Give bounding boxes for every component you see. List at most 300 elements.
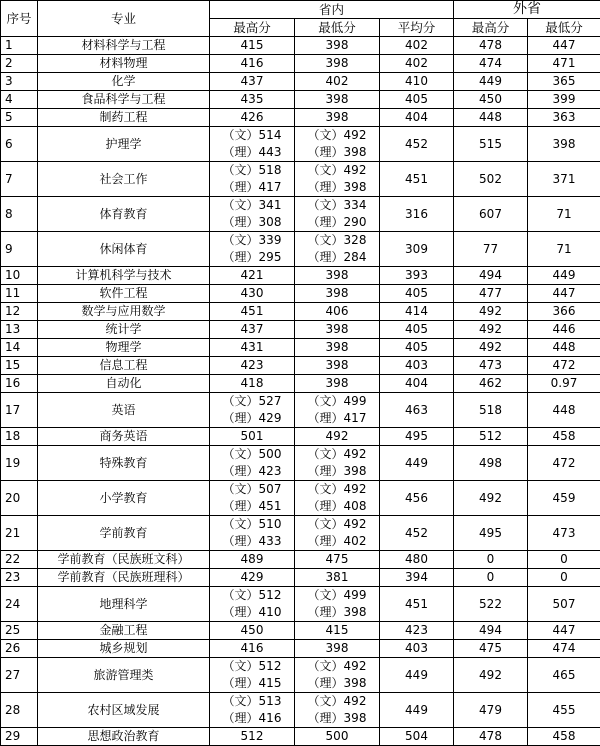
table-body <box>1 37 600 746</box>
cell-major: 思想政治教育 <box>38 728 210 746</box>
cell-in-max-line: （文）500 <box>210 446 294 463</box>
cell-in-max <box>210 622 295 640</box>
cell-in-max-line: 416 <box>210 55 294 72</box>
header-seq: 序号 <box>1 1 38 37</box>
cell-major: 信息工程 <box>38 357 210 375</box>
table-row <box>1 357 600 375</box>
cell-seq: 29 <box>1 728 38 746</box>
cell-seq: 14 <box>1 339 38 357</box>
header-out-province: 外省 <box>454 1 600 19</box>
cell-in-min <box>295 481 380 516</box>
cell-out-max: 492 <box>454 481 528 516</box>
cell-in-min-line: （理）398 <box>295 463 379 480</box>
cell-avg: 449 <box>380 693 454 728</box>
cell-avg: 451 <box>380 587 454 622</box>
cell-in-min-line: （理）417 <box>295 410 379 427</box>
cell-major: 商务英语 <box>38 428 210 446</box>
cell-in-max-line: 421 <box>210 267 294 284</box>
cell-in-min-line: （文）492 <box>295 127 379 144</box>
cell-major: 学前教育 <box>38 516 210 551</box>
cell-in-min-line: （理）408 <box>295 498 379 515</box>
cell-in-max-line: （理）443 <box>210 144 294 161</box>
cell-in-min <box>295 357 380 375</box>
cell-in-max <box>210 91 295 109</box>
cell-in-min-line: 398 <box>295 91 379 108</box>
cell-in-max-line: （文）339 <box>210 232 294 249</box>
cell-out-min: 447 <box>528 285 600 303</box>
cell-out-max: 479 <box>454 693 528 728</box>
cell-in-max-line: 451 <box>210 303 294 320</box>
cell-out-max: 474 <box>454 55 528 73</box>
cell-out-max: 495 <box>454 516 528 551</box>
cell-out-max: 492 <box>454 658 528 693</box>
table-row <box>1 693 600 728</box>
cell-in-min <box>295 428 380 446</box>
cell-in-min <box>295 127 380 162</box>
cell-in-min <box>295 393 380 428</box>
cell-in-min-line: （文）492 <box>295 658 379 675</box>
cell-avg: 405 <box>380 91 454 109</box>
cell-in-max <box>210 73 295 91</box>
cell-avg: 405 <box>380 321 454 339</box>
cell-in-min <box>295 569 380 587</box>
cell-in-min <box>295 339 380 357</box>
cell-major: 护理学 <box>38 127 210 162</box>
cell-in-min-line: （文）492 <box>295 162 379 179</box>
table-row <box>1 73 600 91</box>
cell-seq: 16 <box>1 375 38 393</box>
cell-avg: 403 <box>380 357 454 375</box>
cell-in-max <box>210 693 295 728</box>
cell-in-max-line: 501 <box>210 428 294 445</box>
cell-major: 小学教育 <box>38 481 210 516</box>
cell-in-min-line: 500 <box>295 728 379 745</box>
cell-in-min-line: （理）398 <box>295 675 379 692</box>
cell-in-min <box>295 109 380 127</box>
cell-in-max <box>210 569 295 587</box>
cell-in-min <box>295 162 380 197</box>
cell-in-max <box>210 197 295 232</box>
cell-in-min <box>295 285 380 303</box>
cell-seq: 9 <box>1 232 38 267</box>
cell-in-min-line: （理）398 <box>295 144 379 161</box>
cell-avg: 480 <box>380 551 454 569</box>
cell-in-max-line: （理）295 <box>210 249 294 266</box>
cell-in-max-line: 435 <box>210 91 294 108</box>
cell-in-max-line: 437 <box>210 321 294 338</box>
cell-seq: 22 <box>1 551 38 569</box>
cell-major: 学前教育（民族班理科） <box>38 569 210 587</box>
cell-avg: 393 <box>380 267 454 285</box>
cell-major: 材料科学与工程 <box>38 37 210 55</box>
cell-major: 地理科学 <box>38 587 210 622</box>
table-row <box>1 37 600 55</box>
cell-out-max: 475 <box>454 640 528 658</box>
cell-in-max <box>210 428 295 446</box>
cell-major: 社会工作 <box>38 162 210 197</box>
cell-in-max-line: 512 <box>210 728 294 745</box>
cell-out-max: 477 <box>454 285 528 303</box>
table-row <box>1 640 600 658</box>
table-row <box>1 393 600 428</box>
cell-in-max <box>210 339 295 357</box>
cell-out-min: 0.97 <box>528 375 600 393</box>
cell-in-min-line: （理）290 <box>295 214 379 231</box>
table-row <box>1 303 600 321</box>
cell-major: 城乡规划 <box>38 640 210 658</box>
cell-in-max <box>210 587 295 622</box>
cell-avg: 495 <box>380 428 454 446</box>
cell-in-max <box>210 551 295 569</box>
cell-in-max-line: 426 <box>210 109 294 126</box>
cell-in-min <box>295 658 380 693</box>
cell-in-max-line: （文）518 <box>210 162 294 179</box>
cell-in-max-line: （理）451 <box>210 498 294 515</box>
cell-seq: 26 <box>1 640 38 658</box>
cell-out-min: 366 <box>528 303 600 321</box>
cell-in-max <box>210 481 295 516</box>
cell-seq: 27 <box>1 658 38 693</box>
cell-out-min: 458 <box>528 728 600 746</box>
table-row <box>1 127 600 162</box>
cell-major: 化学 <box>38 73 210 91</box>
cell-in-min <box>295 640 380 658</box>
cell-avg: 309 <box>380 232 454 267</box>
cell-major: 制药工程 <box>38 109 210 127</box>
cell-avg: 405 <box>380 285 454 303</box>
cell-in-max-line: 418 <box>210 375 294 392</box>
cell-in-max-line: （文）512 <box>210 658 294 675</box>
cell-out-min: 472 <box>528 446 600 481</box>
cell-in-min <box>295 551 380 569</box>
cell-avg: 403 <box>380 640 454 658</box>
cell-out-max: 462 <box>454 375 528 393</box>
cell-in-min-line: （理）398 <box>295 179 379 196</box>
cell-major: 食品科学与工程 <box>38 91 210 109</box>
cell-out-min: 449 <box>528 267 600 285</box>
cell-in-min-line: 398 <box>295 55 379 72</box>
table-row <box>1 622 600 640</box>
table-row <box>1 321 600 339</box>
cell-in-max <box>210 321 295 339</box>
cell-seq: 15 <box>1 357 38 375</box>
cell-in-min <box>295 197 380 232</box>
header-major: 专业 <box>38 1 210 37</box>
cell-out-min: 0 <box>528 551 600 569</box>
cell-in-min-line: 381 <box>295 569 379 586</box>
header-out-max: 最高分 <box>454 19 528 37</box>
cell-in-max <box>210 728 295 746</box>
cell-seq: 8 <box>1 197 38 232</box>
cell-in-max <box>210 109 295 127</box>
table-row <box>1 551 600 569</box>
cell-avg: 404 <box>380 375 454 393</box>
cell-in-max <box>210 658 295 693</box>
cell-in-min-line: 398 <box>295 285 379 302</box>
cell-seq: 24 <box>1 587 38 622</box>
cell-in-max <box>210 446 295 481</box>
cell-in-min-line: 398 <box>295 109 379 126</box>
cell-avg: 452 <box>380 516 454 551</box>
table-row <box>1 516 600 551</box>
cell-in-min <box>295 303 380 321</box>
cell-in-min-line: 415 <box>295 622 379 639</box>
cell-seq: 3 <box>1 73 38 91</box>
cell-seq: 7 <box>1 162 38 197</box>
cell-in-max <box>210 162 295 197</box>
cell-out-min: 459 <box>528 481 600 516</box>
cell-in-max-line: （文）527 <box>210 393 294 410</box>
cell-in-max <box>210 393 295 428</box>
cell-in-min-line: （文）328 <box>295 232 379 249</box>
cell-in-max <box>210 375 295 393</box>
table-row <box>1 446 600 481</box>
cell-avg: 404 <box>380 109 454 127</box>
cell-major: 统计学 <box>38 321 210 339</box>
cell-avg: 451 <box>380 162 454 197</box>
cell-out-max: 478 <box>454 728 528 746</box>
cell-out-max: 607 <box>454 197 528 232</box>
cell-out-min: 507 <box>528 587 600 622</box>
cell-in-min-line: （文）499 <box>295 587 379 604</box>
table-row <box>1 55 600 73</box>
cell-in-max <box>210 285 295 303</box>
cell-out-max: 522 <box>454 587 528 622</box>
cell-in-max-line: 437 <box>210 73 294 90</box>
cell-in-min-line: （文）492 <box>295 481 379 498</box>
cell-out-min: 446 <box>528 321 600 339</box>
table-row <box>1 481 600 516</box>
cell-out-max: 0 <box>454 551 528 569</box>
cell-seq: 13 <box>1 321 38 339</box>
cell-out-min: 365 <box>528 73 600 91</box>
cell-seq: 17 <box>1 393 38 428</box>
cell-in-min-line: （文）492 <box>295 516 379 533</box>
cell-out-max: 494 <box>454 267 528 285</box>
cell-out-min: 473 <box>528 516 600 551</box>
cell-in-min-line: 406 <box>295 303 379 320</box>
cell-seq: 5 <box>1 109 38 127</box>
cell-avg: 423 <box>380 622 454 640</box>
cell-out-max: 492 <box>454 339 528 357</box>
cell-in-max-line: 429 <box>210 569 294 586</box>
cell-in-max-line: 489 <box>210 551 294 568</box>
cell-out-min: 398 <box>528 127 600 162</box>
table-row <box>1 658 600 693</box>
cell-seq: 28 <box>1 693 38 728</box>
cell-major: 学前教育（民族班文科） <box>38 551 210 569</box>
cell-in-max <box>210 357 295 375</box>
cell-seq: 1 <box>1 37 38 55</box>
cell-major: 农村区域发展 <box>38 693 210 728</box>
cell-in-max-line: （文）510 <box>210 516 294 533</box>
cell-in-max-line: 430 <box>210 285 294 302</box>
cell-in-min <box>295 37 380 55</box>
cell-out-min: 71 <box>528 197 600 232</box>
cell-out-min: 447 <box>528 622 600 640</box>
header-out-min: 最低分 <box>528 19 600 37</box>
cell-seq: 19 <box>1 446 38 481</box>
cell-in-max <box>210 640 295 658</box>
cell-in-min-line: 398 <box>295 375 379 392</box>
table-row <box>1 232 600 267</box>
cell-in-max-line: （文）507 <box>210 481 294 498</box>
cell-avg: 405 <box>380 339 454 357</box>
cell-out-min: 0 <box>528 569 600 587</box>
cell-out-max: 473 <box>454 357 528 375</box>
cell-avg: 394 <box>380 569 454 587</box>
cell-avg: 414 <box>380 303 454 321</box>
table-row <box>1 91 600 109</box>
cell-in-max <box>210 55 295 73</box>
cell-in-min <box>295 55 380 73</box>
table-row <box>1 162 600 197</box>
cell-in-max <box>210 127 295 162</box>
table-row <box>1 728 600 746</box>
cell-in-min <box>295 693 380 728</box>
cell-in-max <box>210 267 295 285</box>
cell-out-max: 494 <box>454 622 528 640</box>
cell-out-max: 502 <box>454 162 528 197</box>
cell-in-min-line: （文）499 <box>295 393 379 410</box>
cell-in-min-line: 398 <box>295 267 379 284</box>
cell-avg: 463 <box>380 393 454 428</box>
cell-major: 软件工程 <box>38 285 210 303</box>
cell-avg: 449 <box>380 658 454 693</box>
cell-seq: 20 <box>1 481 38 516</box>
cell-in-min <box>295 446 380 481</box>
cell-out-min: 363 <box>528 109 600 127</box>
cell-in-min <box>295 232 380 267</box>
cell-in-min-line: 398 <box>295 357 379 374</box>
cell-avg: 452 <box>380 127 454 162</box>
cell-in-min <box>295 622 380 640</box>
cell-major: 金融工程 <box>38 622 210 640</box>
cell-major: 休闲体育 <box>38 232 210 267</box>
cell-out-min: 448 <box>528 393 600 428</box>
cell-out-max: 478 <box>454 37 528 55</box>
header-avg: 平均分 <box>380 19 454 37</box>
cell-avg: 504 <box>380 728 454 746</box>
cell-major: 体育教育 <box>38 197 210 232</box>
table-row <box>1 587 600 622</box>
cell-out-max: 512 <box>454 428 528 446</box>
cell-major: 特殊教育 <box>38 446 210 481</box>
cell-in-max-line: 415 <box>210 37 294 54</box>
cell-in-max-line: （文）341 <box>210 197 294 214</box>
cell-out-min: 455 <box>528 693 600 728</box>
table-row <box>1 428 600 446</box>
cell-in-max-line: （理）410 <box>210 604 294 621</box>
cell-in-max-line: （文）514 <box>210 127 294 144</box>
cell-in-min-line: 398 <box>295 37 379 54</box>
cell-avg: 402 <box>380 55 454 73</box>
cell-in-min-line: （理）398 <box>295 710 379 727</box>
cell-in-min <box>295 516 380 551</box>
header-in-province: 省内 <box>210 1 454 19</box>
cell-out-max: 448 <box>454 109 528 127</box>
cell-in-min <box>295 267 380 285</box>
table-row <box>1 197 600 232</box>
header-row-1 <box>1 1 600 19</box>
cell-in-max-line: （理）423 <box>210 463 294 480</box>
cell-out-max: 492 <box>454 303 528 321</box>
cell-out-max: 515 <box>454 127 528 162</box>
cell-in-min <box>295 321 380 339</box>
table-row <box>1 267 600 285</box>
cell-in-max <box>210 303 295 321</box>
cell-out-min: 447 <box>528 37 600 55</box>
cell-in-min <box>295 587 380 622</box>
cell-in-min-line: （文）334 <box>295 197 379 214</box>
cell-avg: 449 <box>380 446 454 481</box>
cell-out-min: 465 <box>528 658 600 693</box>
cell-in-max-line: （理）308 <box>210 214 294 231</box>
cell-seq: 25 <box>1 622 38 640</box>
cell-in-max-line: 416 <box>210 640 294 657</box>
cell-out-max: 518 <box>454 393 528 428</box>
cell-seq: 2 <box>1 55 38 73</box>
cell-avg: 410 <box>380 73 454 91</box>
cell-in-max-line: （文）513 <box>210 693 294 710</box>
cell-in-min-line: （文）492 <box>295 446 379 463</box>
cell-in-max <box>210 232 295 267</box>
cell-seq: 10 <box>1 267 38 285</box>
table-row <box>1 569 600 587</box>
cell-out-min: 371 <box>528 162 600 197</box>
cell-out-max: 492 <box>454 321 528 339</box>
cell-in-max-line: 431 <box>210 339 294 356</box>
cell-in-min-line: 398 <box>295 339 379 356</box>
cell-out-min: 471 <box>528 55 600 73</box>
cell-in-max-line: （理）415 <box>210 675 294 692</box>
cell-in-min <box>295 375 380 393</box>
cell-in-min <box>295 73 380 91</box>
cell-major: 数学与应用数学 <box>38 303 210 321</box>
cell-in-max-line: （文）512 <box>210 587 294 604</box>
cell-in-max-line: （理）417 <box>210 179 294 196</box>
cell-major: 旅游管理类 <box>38 658 210 693</box>
cell-in-min-line: 492 <box>295 428 379 445</box>
cell-in-min-line: （文）492 <box>295 693 379 710</box>
cell-out-min: 71 <box>528 232 600 267</box>
cell-seq: 12 <box>1 303 38 321</box>
header-in-min: 最低分 <box>295 19 380 37</box>
cell-in-min <box>295 91 380 109</box>
cell-seq: 23 <box>1 569 38 587</box>
cell-in-min-line: （理）284 <box>295 249 379 266</box>
cell-in-min-line: 398 <box>295 640 379 657</box>
cell-out-min: 448 <box>528 339 600 357</box>
cell-in-min <box>295 728 380 746</box>
cell-seq: 21 <box>1 516 38 551</box>
cell-seq: 11 <box>1 285 38 303</box>
cell-out-max: 77 <box>454 232 528 267</box>
cell-major: 物理学 <box>38 339 210 357</box>
cell-in-max-line: （理）416 <box>210 710 294 727</box>
cell-major: 材料物理 <box>38 55 210 73</box>
cell-in-max-line: （理）433 <box>210 533 294 550</box>
cell-out-min: 472 <box>528 357 600 375</box>
cell-out-max: 498 <box>454 446 528 481</box>
cell-avg: 456 <box>380 481 454 516</box>
cell-in-min-line: 402 <box>295 73 379 90</box>
cell-major: 英语 <box>38 393 210 428</box>
cell-out-max: 449 <box>454 73 528 91</box>
cell-in-max <box>210 37 295 55</box>
table-row <box>1 285 600 303</box>
cell-in-max-line: 450 <box>210 622 294 639</box>
